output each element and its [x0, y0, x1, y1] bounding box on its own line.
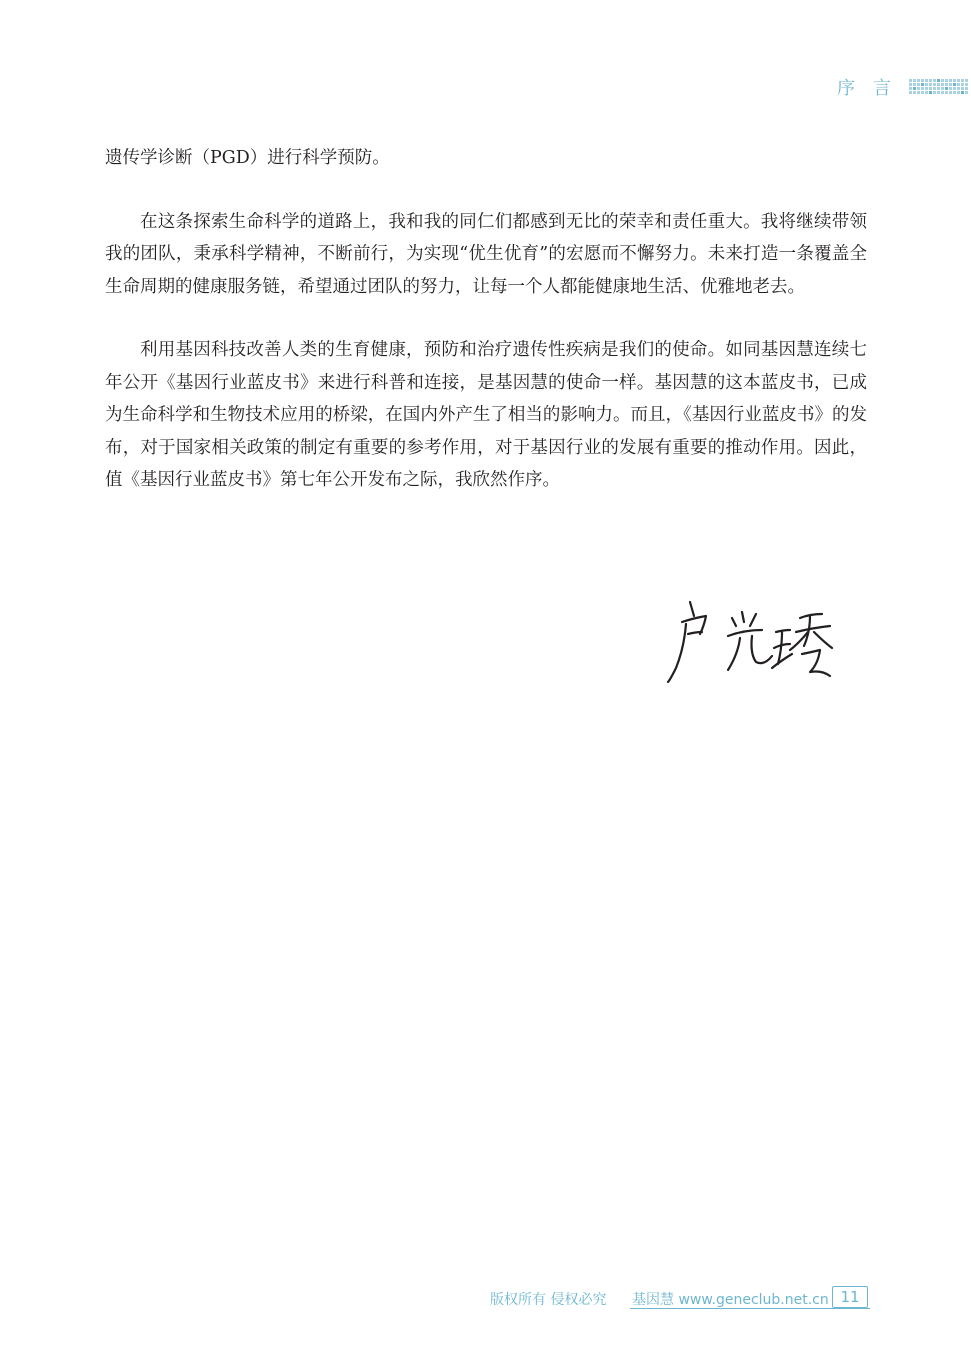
copyright-text: 版权所有 侵权必究	[490, 1292, 607, 1308]
paragraph: 利用基因科技改善人类的生育健康，预防和治疗遗传性疾病是我们的使命。如同基因慧连续七年公开《基因行业蓝皮书》来进行科普和连接，是基因慧的使命一样。基因慧的这本蓝皮书，已成为生命科学和生物技术应用的桥梁，在国内外产生了相当的影响力。而且，《基因行业蓝皮书》的发布，对于国家相关政策的制定有重要的参考作用，对于基因行业的发展有重要的推动作用。因此，值《基因行业蓝皮书》第七年公开发布之际，我欣然作序。	[105, 340, 867, 490]
paragraph: 遗传学诊断（PGD）进行科学预防。	[105, 148, 390, 168]
handwritten-signature	[660, 592, 845, 692]
page-footer	[0, 1286, 971, 1312]
page-number: 11	[832, 1286, 868, 1308]
paragraph: 在这条探索生命科学的道路上，我和我的同仁们都感到无比的荣幸和责任重大。我将继续带领我的团队，秉承科学精神，不断前行，为实现“优生优育”的宏愿而不懈努力。未来打造一条覆盖全生命周期的健康服务链，希望通过团队的努力，让每一个人都能健康地生活、优雅地老去。	[105, 211, 867, 297]
preface-body	[105, 142, 867, 528]
section-title: 序言	[837, 78, 909, 99]
footer-divider	[630, 1308, 870, 1309]
page-header	[837, 74, 971, 100]
header-decoration-pattern	[909, 77, 971, 97]
brand-website: 基因慧 www.geneclub.net.cn	[632, 1292, 829, 1308]
